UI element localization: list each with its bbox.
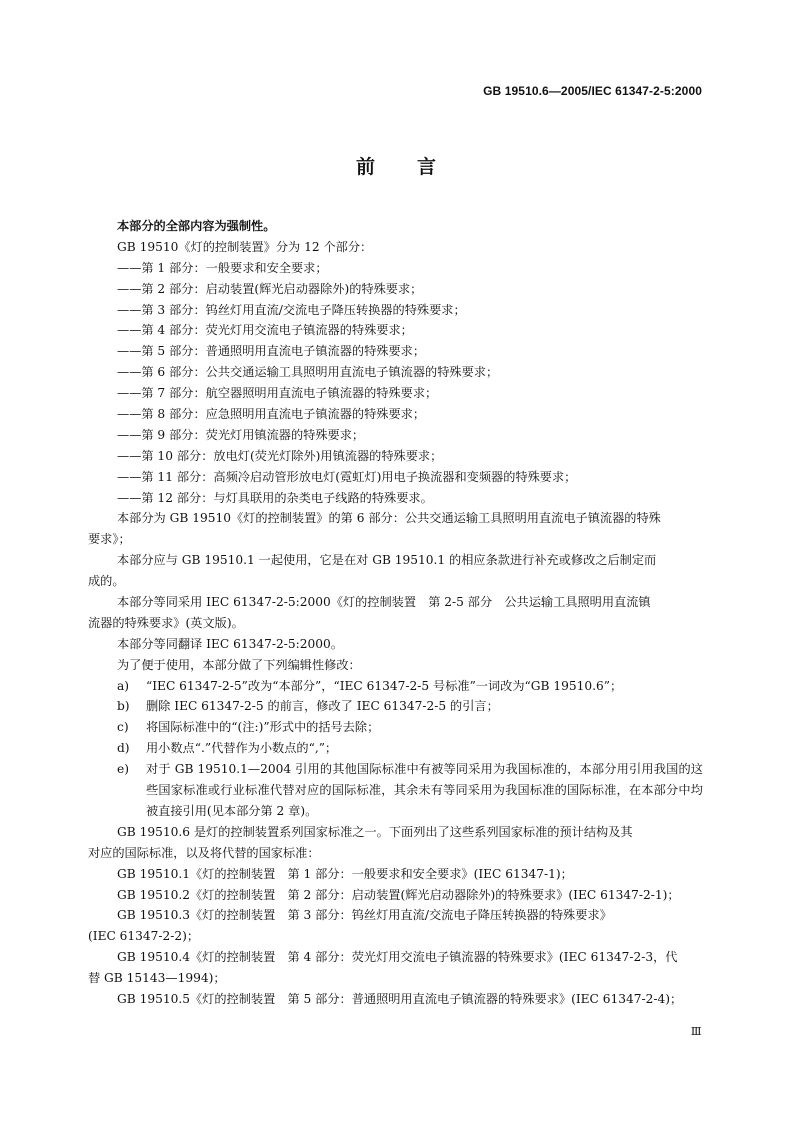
part-list-item: ——第 10 部分：放电灯(荧光灯除外)用镇流器的特殊要求； xyxy=(117,448,443,463)
title-char-2: 言 xyxy=(417,156,439,178)
part-list-item: ——第 5 部分：普通照明用直流电子镇流器的特殊要求； xyxy=(117,344,426,359)
edit-item-text: “IEC 61347-2-5”改为“本部分”，“IEC 61347-2-5 号标准”一词改为“GB 19510.6”； xyxy=(146,678,623,693)
series-standard-item-line1: GB 19510.4《灯的控制装置 第 4 部分：荧光灯用交流电子镇流器的特殊要求》(IEC 61347-2-3，代 xyxy=(117,950,678,965)
edit-item-label: d) xyxy=(117,741,130,756)
edit-item-text: 将国际标准中的“(注:)”形式中的括号去除； xyxy=(146,720,380,735)
edits-intro: 为了便于使用，本部分做了下列编辑性修改： xyxy=(117,657,361,672)
page-number: Ⅲ xyxy=(690,1025,702,1038)
part-list-item: ——第 2 部分：启动装置(辉光启动器除外)的特殊要求； xyxy=(117,281,423,296)
edit-item-text: 对于 GB 19510.1—2004 引用的其他国际标准中有被等同采用为我国标准的，本部分用引用我国的这些国家标准或行业标准代替对应的国际标准，其余未有等同采用为我国标准的国际标准，在本部分中均被直接引用(见本部分第 2 章)。 xyxy=(146,762,703,818)
page-title xyxy=(0,152,794,179)
title-char-1: 前 xyxy=(355,156,377,178)
usage-paragraph-line2: 成的。 xyxy=(88,574,125,589)
translation-paragraph: 本部分等同翻译 IEC 61347-2-5:2000。 xyxy=(117,636,343,651)
part-list-item: ——第 4 部分：荧光灯用交流电子镇流器的特殊要求； xyxy=(117,323,413,338)
adoption-paragraph-line2: 流器的特殊要求》(英文版)。 xyxy=(88,615,244,630)
part-list-item: ——第 7 部分：航空器照明用直流电子镇流器的特殊要求； xyxy=(117,386,438,401)
mandatory-statement: 本部分的全部内容为强制性。 xyxy=(117,219,276,233)
scope-paragraph-line2: 要求》； xyxy=(88,532,131,547)
part-list-item: ——第 8 部分：应急照明用直流电子镇流器的特殊要求； xyxy=(117,407,426,422)
edit-item-label: a) xyxy=(117,678,130,693)
edit-item xyxy=(117,759,703,822)
adoption-paragraph-line1: 本部分等同采用 IEC 61347-2-5:2000《灯的控制装置 第 2-5 部分 公共运输工具照明用直流镇 xyxy=(117,595,651,610)
usage-paragraph-line1: 本部分应与 GB 19510.1 一起使用，它是在对 GB 19510.1 的相应条款进行补充或修改之后制定而 xyxy=(117,553,657,568)
edit-item-label: c) xyxy=(117,720,129,735)
edit-item xyxy=(117,738,703,759)
edit-item-label: e) xyxy=(117,762,129,777)
part-list-item: ——第 6 部分：公共交通运输工具照明用直流电子镇流器的特殊要求； xyxy=(117,365,499,380)
part-list-item: ——第 12 部分：与灯具联用的杂类电子线路的特殊要求。 xyxy=(117,490,433,505)
series-standard-item-line1: GB 19510.3《灯的控制装置 第 3 部分：钨丝灯用直流/交流电子降压转换器的特殊要求》 xyxy=(117,908,612,923)
edit-item xyxy=(117,696,703,717)
series-standard-item-line2: (IEC 61347-2-2)； xyxy=(88,929,200,944)
edit-item xyxy=(117,676,703,697)
series-standard-item-line2: 替 GB 15143—1994)； xyxy=(88,971,226,986)
edit-item xyxy=(117,717,703,738)
series-standard-item: GB 19510.1《灯的控制装置 第 1 部分：一般要求和安全要求》(IEC 61347-1)； xyxy=(117,866,573,881)
edit-item-text: 删除 IEC 61347-2-5 的前言，修改了 IEC 61347-2-5 的引言； xyxy=(146,699,499,714)
series-standard-item: GB 19510.5《灯的控制装置 第 5 部分：普通照明用直流电子镇流器的特殊要求》(IEC 61347-2-4)； xyxy=(117,991,683,1006)
parts-intro: GB 19510《灯的控制装置》分为 12 个部分： xyxy=(117,239,373,254)
edit-item-text: 用小数点“.”代替作为小数点的“,”； xyxy=(146,741,338,756)
standard-code-header: GB 19510.6—2005/IEC 61347-2-5:2000 xyxy=(483,84,702,98)
scope-paragraph-line1: 本部分为 GB 19510《灯的控制装置》的第 6 部分：公共交通运输工具照明用直流电子镇流器的特殊 xyxy=(117,511,661,526)
edit-item-label: b) xyxy=(117,699,130,714)
part-list-item: ——第 11 部分：高频冷启动管形放电灯(霓虹灯)用电子换流器和变频器的特殊要求； xyxy=(117,469,577,484)
foreword-body xyxy=(88,216,703,1010)
series-intro-line1: GB 19510.6 是灯的控制装置系列国家标准之一。下面列出了这些系列国家标准的预计结构及其 xyxy=(117,824,633,839)
part-list-item: ——第 3 部分：钨丝灯用直流/交流电子降压转换器的特殊要求； xyxy=(117,302,466,317)
series-standard-item: GB 19510.2《灯的控制装置 第 2 部分：启动装置(辉光启动器除外)的特殊要求》(IEC 61347-2-1)； xyxy=(117,887,680,902)
part-list-item: ——第 9 部分：荧光灯用镇流器的特殊要求； xyxy=(117,427,365,442)
series-intro-line2: 对应的国际标准，以及将代替的国家标准： xyxy=(88,845,320,860)
part-list-item: ——第 1 部分：一般要求和安全要求； xyxy=(117,260,328,275)
